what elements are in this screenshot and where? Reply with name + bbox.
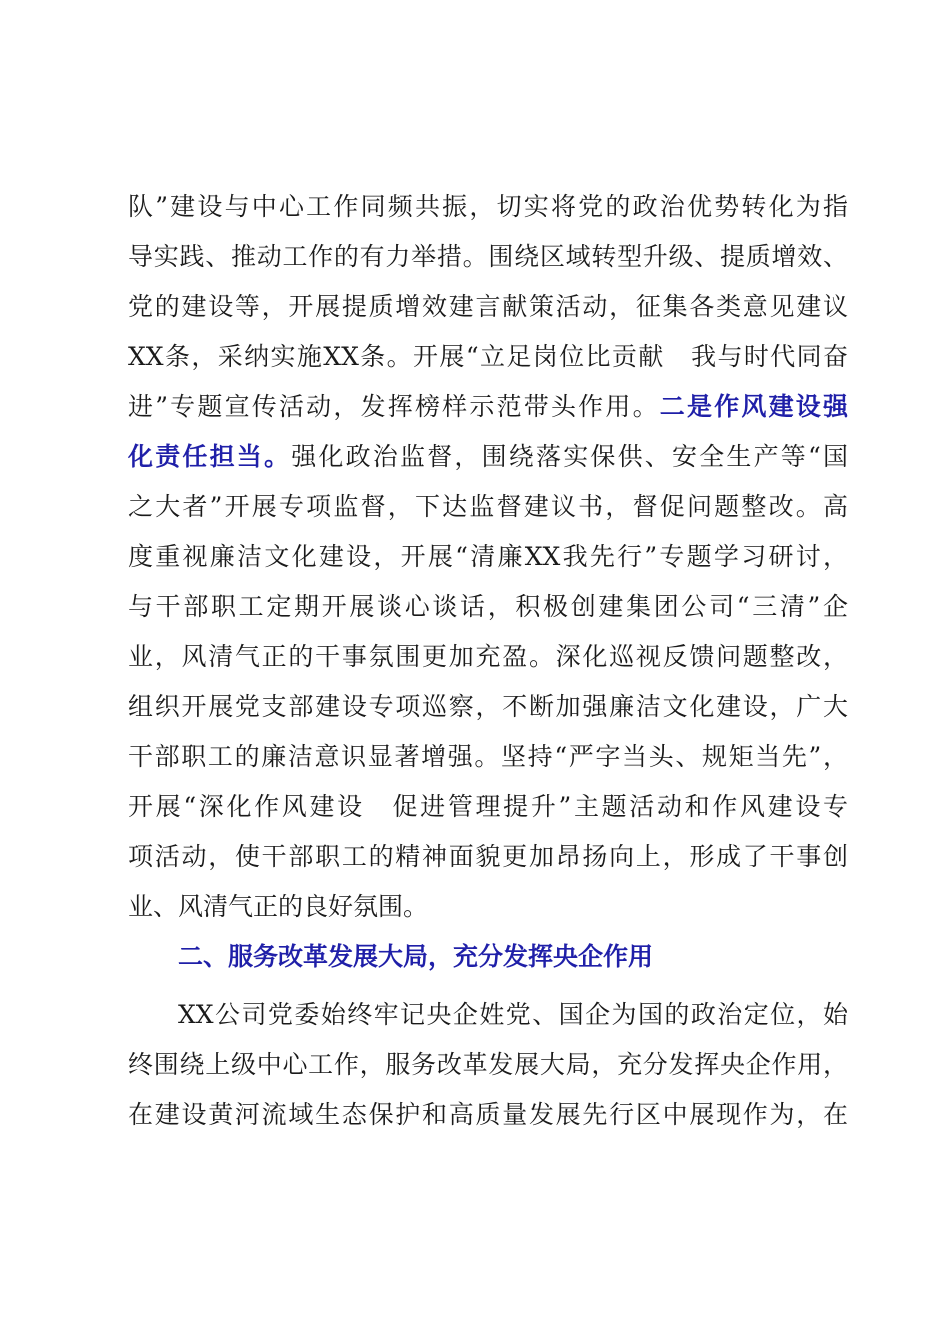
- body-line-with-emphasis: [128, 382, 848, 432]
- body-line: 业，风清气正的干事氛围更加充盈。深化巡视反馈问题整改，: [128, 642, 848, 671]
- emphasis-text: 化责任担当。: [128, 442, 292, 471]
- body-text: 强化政治监督，围绕落实保供、安全生产等“国: [291, 442, 848, 471]
- body-line: 项活动，使干部职工的精神面貌更加昂扬向上，形成了干事创: [128, 842, 848, 871]
- body-line: 干部职工的廉洁意识显著增强。坚持“严字当头、规矩当先”，: [128, 742, 848, 771]
- body-text: 进”专题宣传活动，发挥榜样示范带头作用。: [128, 392, 660, 421]
- body-line: 组织开展党支部建设专项巡察，不断加强廉洁文化建设，广大: [128, 692, 848, 721]
- emphasis-text: 二是作风建设强: [659, 392, 848, 421]
- body-line: 导实践、推动工作的有力举措。围绕区域转型升级、提质增效、: [128, 242, 848, 271]
- body-line: 开展“深化作风建设 促进管理提升”主题活动和作风建设专: [128, 792, 848, 821]
- body-line: 度重视廉洁文化建设，开展“清廉XX我先行”专题学习研讨，: [128, 542, 848, 571]
- body-line: 终围绕上级中心工作，服务改革发展大局，充分发挥央企作用，: [128, 1050, 848, 1079]
- body-line: 党的建设等，开展提质增效建言献策活动，征集各类意见建议: [128, 292, 848, 321]
- body-line: 之大者”开展专项监督，下达监督建议书，督促问题整改。高: [128, 492, 848, 521]
- body-line: 与干部职工定期开展谈心谈话，积极创建集团公司“三清”企: [128, 592, 848, 621]
- body-line: XX条，采纳实施XX条。开展“立足岗位比贡献 我与时代同奋: [128, 342, 848, 371]
- body-line: 队”建设与中心工作同频共振，切实将党的政治优势转化为指: [128, 192, 848, 221]
- section-heading: 二、服务改革发展大局，充分发挥央企作用: [178, 942, 654, 971]
- body-line: XX公司党委始终牢记央企姓党、国企为国的政治定位，始: [178, 1000, 848, 1029]
- body-line: 在建设黄河流域生态保护和高质量发展先行区中展现作为，在: [128, 1100, 848, 1129]
- body-line: 业、风清气正的良好氛围。: [128, 892, 429, 921]
- body-line-with-emphasis: [128, 432, 848, 482]
